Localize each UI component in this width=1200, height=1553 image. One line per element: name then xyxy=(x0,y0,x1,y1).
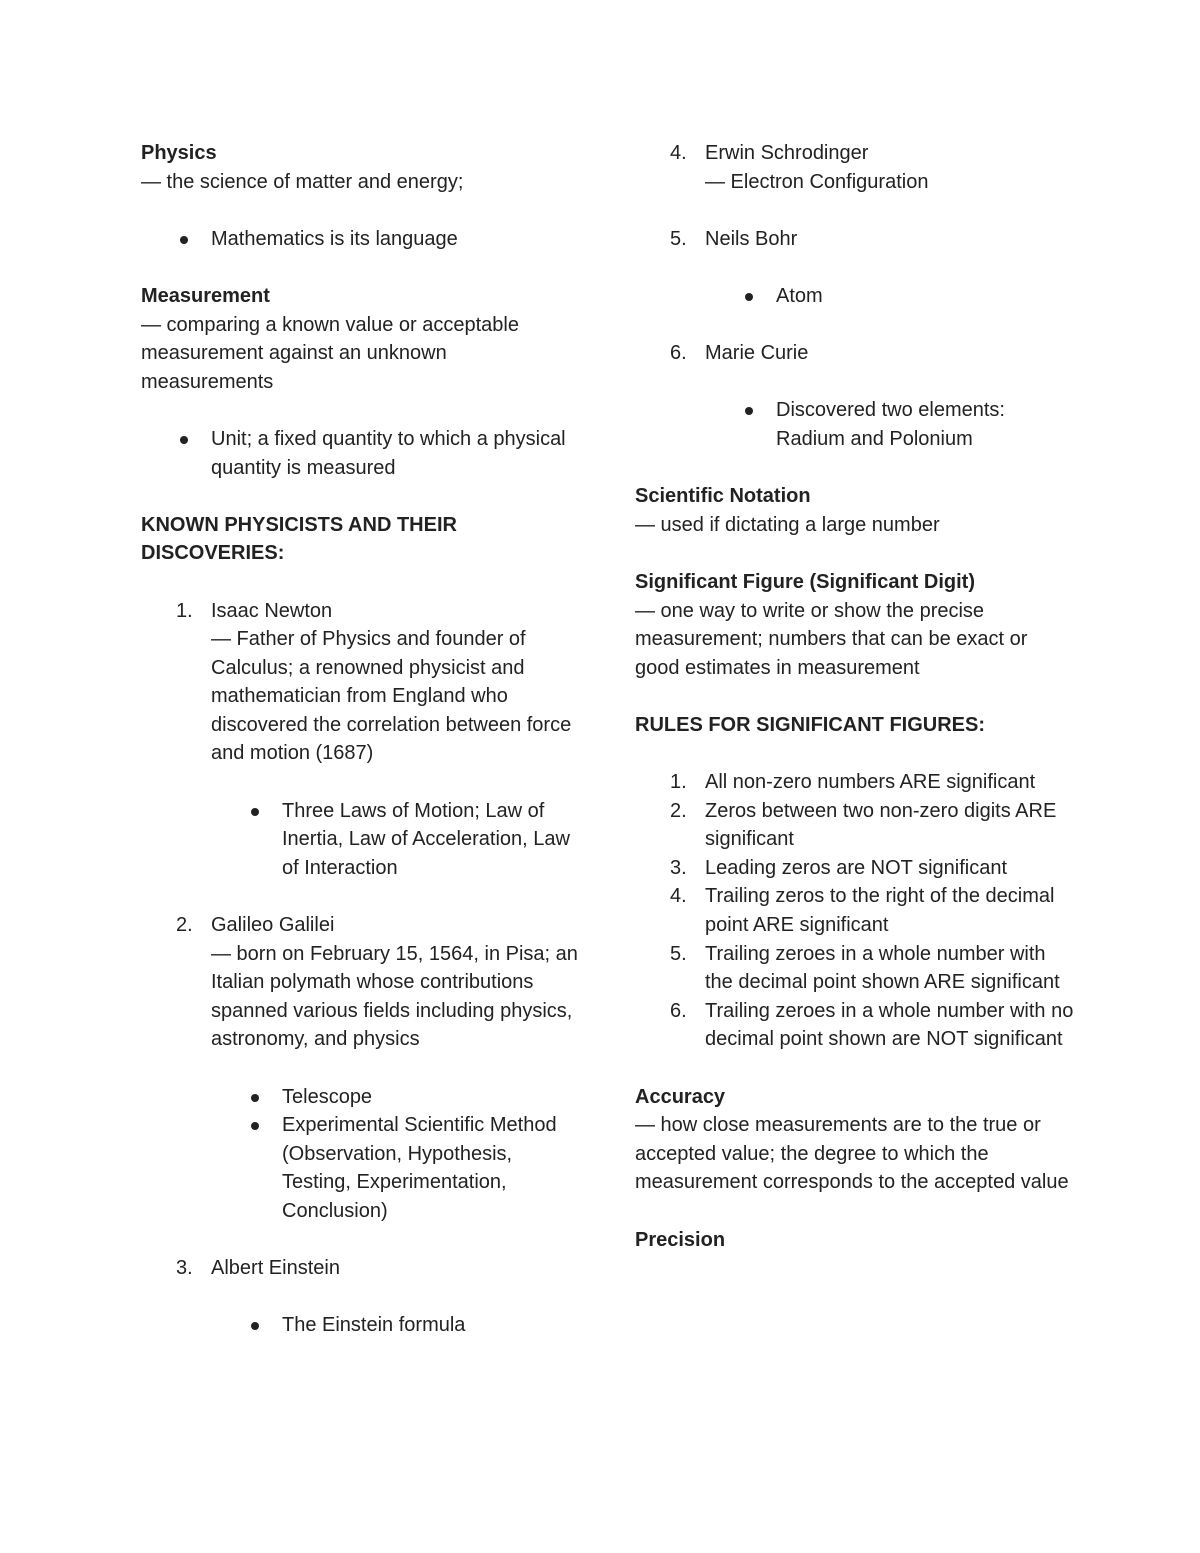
rule-text: Trailing zeros to the right of the decimal point ARE significant xyxy=(705,885,1055,937)
physicist-einstein xyxy=(141,1254,581,1283)
measurement-heading: Measurement xyxy=(141,284,270,307)
list-number: 5. xyxy=(670,942,687,965)
physicists-list-right-2 xyxy=(635,225,1075,254)
precision-heading: Precision xyxy=(635,1228,726,1251)
list-number: 3. xyxy=(176,1257,193,1280)
bullet-item: Mathematics is its language xyxy=(141,225,581,254)
rules-list xyxy=(635,768,1075,1054)
physicists-list xyxy=(141,597,581,769)
accuracy-definition: — how close measurements are to the true or accepted value; the degree to which the measurement corresponds to the accepted value xyxy=(635,1114,1069,1194)
rule-item xyxy=(635,882,1075,939)
rule-item xyxy=(635,940,1075,997)
rules-heading: RULES FOR SIGNIFICANT FIGURES: xyxy=(635,713,985,736)
bullet-item: The Einstein formula xyxy=(141,1311,581,1340)
physicist-name: Neils Bohr xyxy=(705,227,798,250)
physics-definition: — the science of matter and energy; xyxy=(141,170,464,193)
bullet-item: Atom xyxy=(635,282,1075,311)
physicists-heading: KNOWN PHYSICISTS AND THEIR DISCOVERIES: xyxy=(141,513,457,565)
bullet-item: Experimental Scientific Method (Observation, Hypothesis, Testing, Experimentation, Conclusion) xyxy=(141,1111,581,1225)
bohr-bullets xyxy=(635,282,1075,311)
physicist-name: Marie Curie xyxy=(705,342,809,365)
bullet-item: Three Laws of Motion; Law of Inertia, Law of Acceleration, Law of Interaction xyxy=(141,797,581,883)
list-number: 4. xyxy=(670,885,687,908)
physicist-schrodinger xyxy=(635,139,1075,196)
accuracy-heading: Accuracy xyxy=(635,1085,726,1108)
physicist-newton xyxy=(141,597,581,769)
physicist-description: — Father of Physics and founder of Calculus; a renowned physicist and mathematician from England who discovered the correlation between force and motion (1687) xyxy=(211,628,572,765)
list-number: 6. xyxy=(670,342,687,365)
measurement-bullets xyxy=(141,425,581,482)
physicists-list-right xyxy=(635,139,1075,196)
physicists-list-cont2 xyxy=(141,1254,581,1283)
einstein-bullets xyxy=(141,1311,581,1340)
significant-figure-heading: Significant Figure (Significant Digit) xyxy=(635,570,975,593)
scientific-notation-definition: — used if dictating a large number xyxy=(635,513,940,536)
bullet-item: Discovered two elements: Radium and Polonium xyxy=(635,396,1075,453)
physicist-description: — born on February 15, 1564, in Pisa; an Italian polymath whose contributions spanned various fields including physics, astronomy, and physics xyxy=(211,942,578,1051)
physicist-name: Galileo Galilei xyxy=(211,914,335,937)
rule-text: Trailing zeroes in a whole number with the decimal point shown ARE significant xyxy=(705,942,1060,994)
list-number: 6. xyxy=(670,999,687,1022)
rule-item xyxy=(635,997,1075,1054)
scientific-notation-heading: Scientific Notation xyxy=(635,485,811,508)
significant-figure-definition: — one way to write or show the precise measurement; numbers that can be exact or good estimates in measurement xyxy=(635,599,1028,679)
list-number: 1. xyxy=(176,599,193,622)
physicist-bohr xyxy=(635,225,1075,254)
newton-bullets xyxy=(141,797,581,883)
list-number: 4. xyxy=(670,142,687,164)
physicists-list-cont xyxy=(141,911,581,1054)
list-number: 3. xyxy=(670,856,687,879)
bullet-item: Telescope xyxy=(141,1083,581,1112)
physicist-name: Erwin Schrodinger xyxy=(705,142,869,164)
physicist-name: Albert Einstein xyxy=(211,1257,340,1280)
physicist-description: — Electron Configuration xyxy=(705,170,929,193)
physics-bullets xyxy=(141,225,581,254)
rule-text: All non-zero numbers ARE significant xyxy=(705,771,1036,794)
rule-text: Leading zeros are NOT significant xyxy=(705,856,1008,879)
rule-item xyxy=(635,768,1075,797)
physicist-name: Isaac Newton xyxy=(211,599,333,622)
galileo-bullets xyxy=(141,1083,581,1226)
list-number: 1. xyxy=(670,771,687,794)
bullet-item: Unit; a fixed quantity to which a physical quantity is measured xyxy=(141,425,581,482)
physics-heading: Physics xyxy=(141,142,217,164)
rule-item xyxy=(635,797,1075,854)
measurement-definition: — comparing a known value or acceptable measurement against an unknown measurements xyxy=(141,313,519,393)
rule-item xyxy=(635,854,1075,883)
curie-bullets xyxy=(635,396,1075,453)
left-column xyxy=(141,139,581,1340)
rule-text: Trailing zeroes in a whole number with no decimal point shown are NOT significant xyxy=(705,999,1074,1051)
physicists-list-right-3 xyxy=(635,339,1075,368)
list-number: 2. xyxy=(176,914,193,937)
physicist-curie xyxy=(635,339,1075,368)
right-column xyxy=(635,139,1075,1254)
physicist-galileo xyxy=(141,911,581,1054)
list-number: 5. xyxy=(670,227,687,250)
rule-text: Zeros between two non-zero digits ARE significant xyxy=(705,799,1057,851)
list-number: 2. xyxy=(670,799,687,822)
